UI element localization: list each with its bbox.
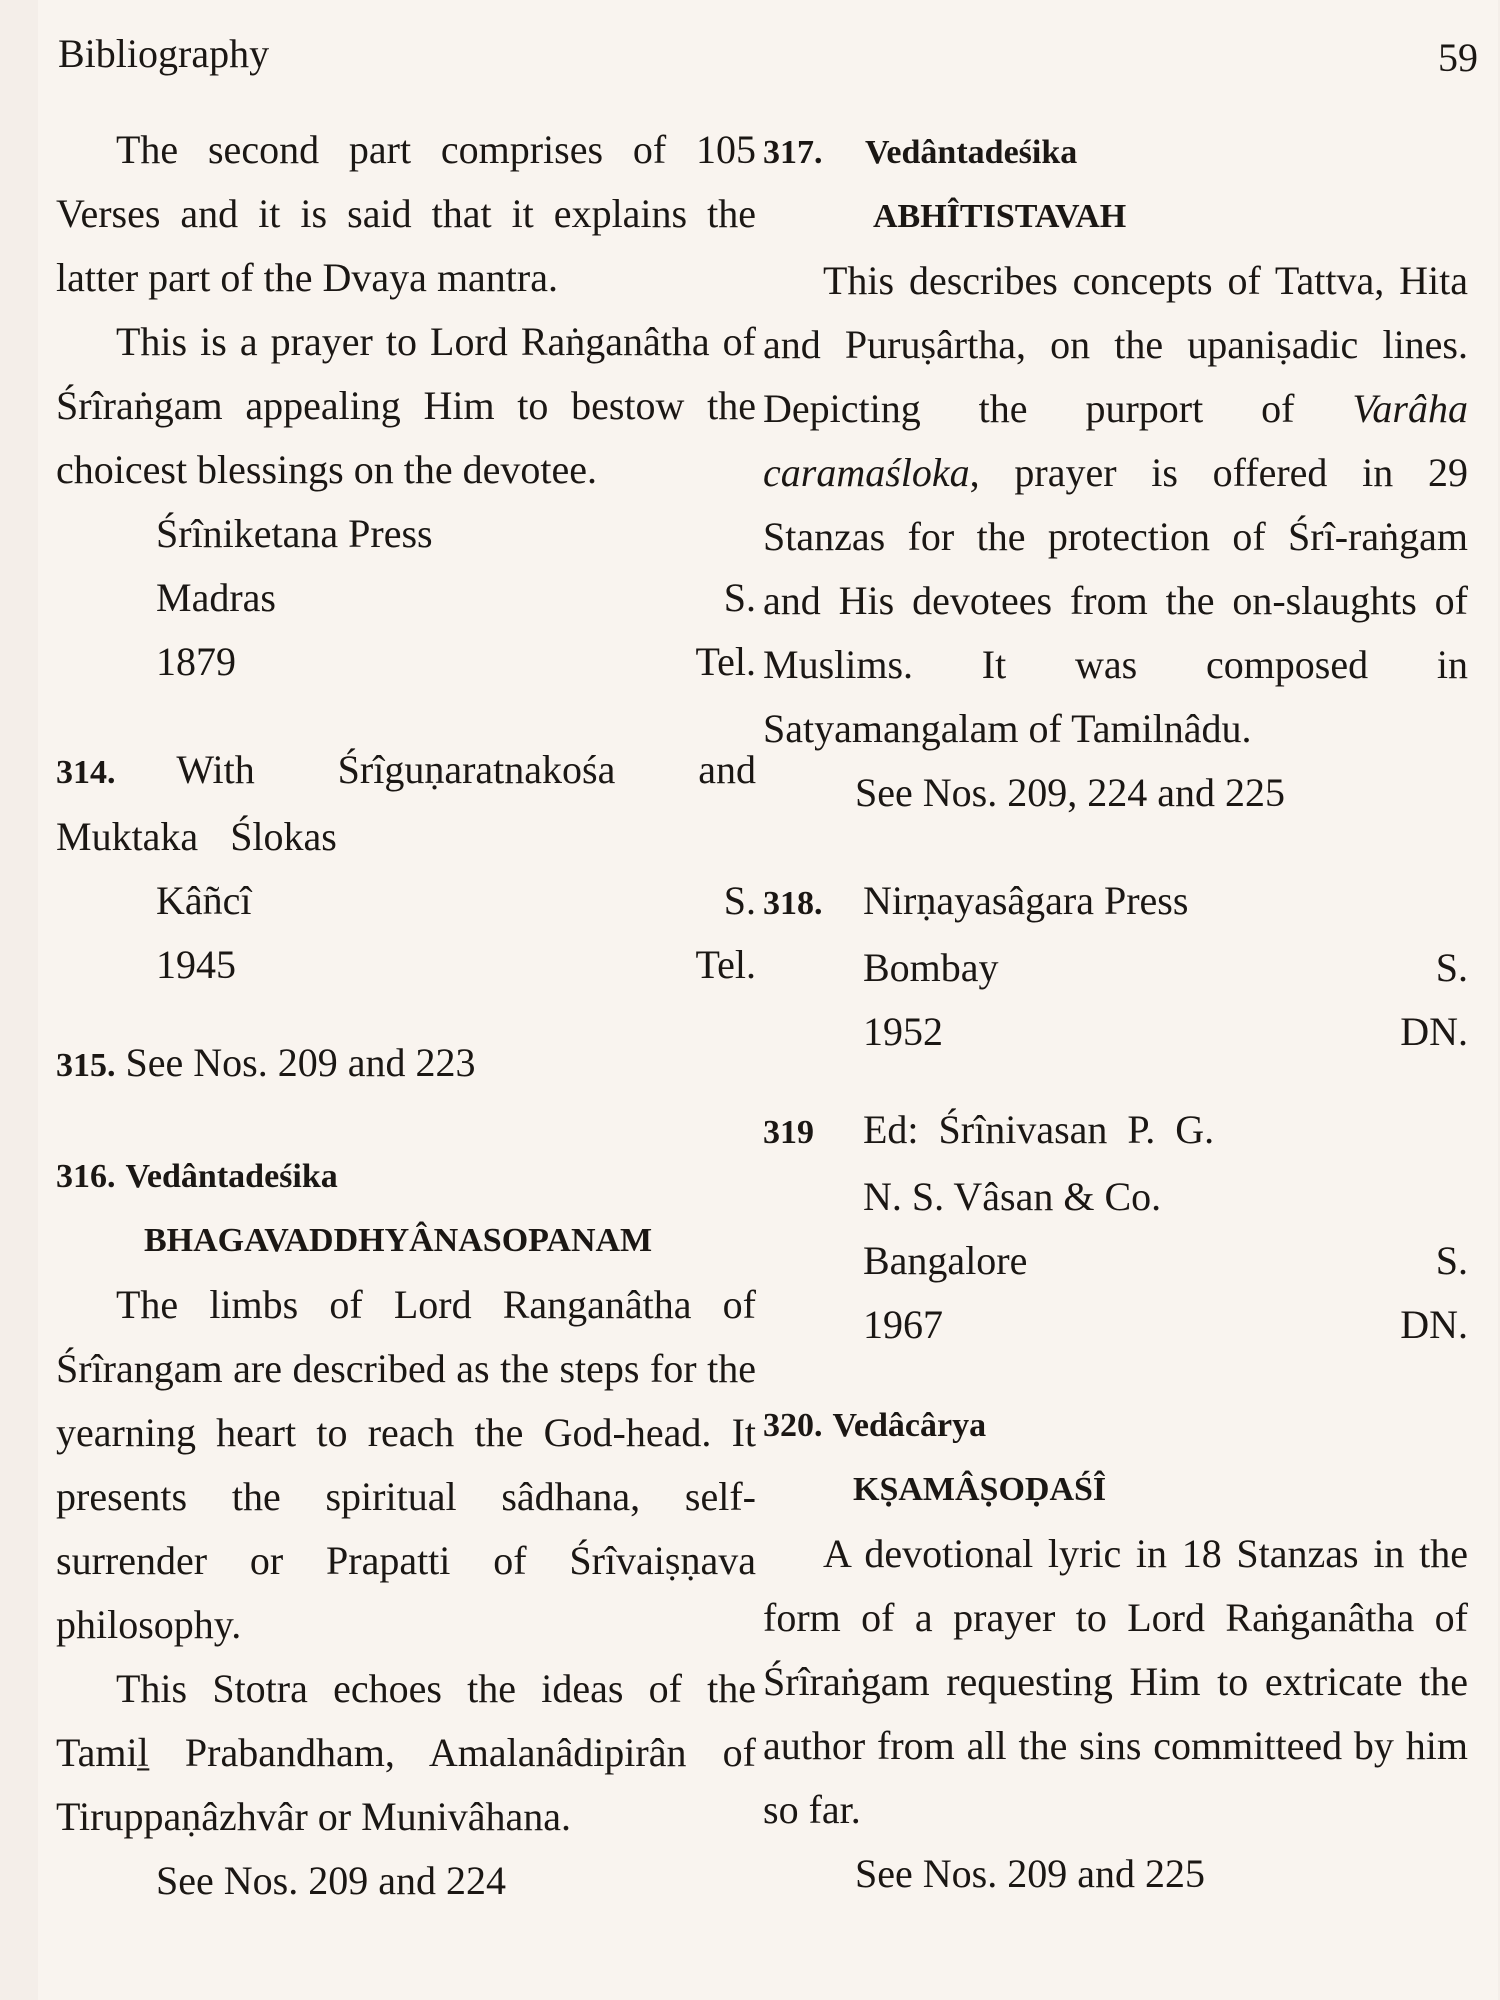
entry-319 xyxy=(763,1098,1468,1165)
paragraph-text: This describes concepts of Tattva, Hita and Puruṣârtha, on the upaniṣadic lines. Depicting the purport of xyxy=(763,258,1468,431)
entry-number: 317. xyxy=(763,134,823,171)
entry-number: 318. xyxy=(763,885,823,922)
publication-row xyxy=(56,502,756,566)
publication-row xyxy=(763,1165,1468,1229)
entry-text: Ed: Śrînivasan P. G. xyxy=(863,1107,1215,1152)
pub-left-cell: 1967 xyxy=(863,1302,943,1347)
entry-title: ABHÎTISTAVAH xyxy=(873,198,1127,235)
publication-row xyxy=(763,1229,1468,1293)
entry-text: Nirṇayasâgara Press xyxy=(863,878,1189,923)
pub-left-cell: N. S. Vâsan & Co. xyxy=(863,1174,1162,1219)
pub-right-cell: S. xyxy=(1435,945,1468,990)
italic-title: Varâha caramaśloka xyxy=(763,386,1468,495)
book-page xyxy=(38,0,1498,2000)
publication-row xyxy=(763,936,1468,1000)
entry-author: Vedântadeśika xyxy=(865,134,1078,171)
paragraph: This is a prayer to Lord Raṅganâtha of Śrîraṅgam appealing Him to bestow the choicest blessings on the devotee. xyxy=(56,319,756,492)
cross-reference: See Nos. 209, 224 and 225 xyxy=(855,770,1285,815)
publication-row xyxy=(56,566,756,630)
pub-right-cell: Tel. xyxy=(695,942,756,987)
pub-left-cell: 1952 xyxy=(863,1009,943,1054)
publication-row xyxy=(763,1000,1468,1064)
pub-left-cell: Kâñcî xyxy=(156,878,252,923)
publication-row xyxy=(56,933,756,997)
publication-row xyxy=(56,869,756,933)
entry-320-head xyxy=(763,1391,1468,1458)
page-number: 59 xyxy=(1438,35,1478,80)
entry-314 xyxy=(56,738,756,869)
paragraph: This Stotra echoes the ideas of the Tamiḻ Prabandham, Amalanâdipirân of Tiruppaṇâzhvâr or Munivâhana. xyxy=(56,1666,756,1839)
entry-number: 315. xyxy=(56,1047,116,1084)
entry-317-head xyxy=(763,118,1468,185)
pub-left-cell: Bangalore xyxy=(863,1238,1028,1283)
publication-row xyxy=(763,1293,1468,1357)
pub-left-cell: 1879 xyxy=(156,639,236,684)
entry-author: Vedâcârya xyxy=(832,1407,987,1444)
entry-number: 320. xyxy=(763,1407,823,1444)
right-column xyxy=(763,118,1468,1906)
entry-316-head xyxy=(56,1142,756,1209)
paragraph xyxy=(763,249,1468,761)
pub-right-cell: DN. xyxy=(1400,1302,1468,1347)
entry-title: KṢAMÂṢOḌAŚÎ xyxy=(853,1471,1107,1508)
cross-reference: See Nos. 209 and 224 xyxy=(156,1858,506,1903)
pub-left-cell: Bombay xyxy=(863,945,999,990)
pub-right-cell: DN. xyxy=(1400,1009,1468,1054)
pub-right-cell: Tel. xyxy=(695,639,756,684)
entry-315 xyxy=(56,1031,756,1098)
paragraph: A devotional lyric in 18 Stanzas in the form of a prayer to Lord Raṅganâtha of Śrîraṅgam requesting Him to extricate the author from all the sins committeed by him so far. xyxy=(763,1531,1468,1832)
publication-block xyxy=(56,502,756,694)
entry-text: See Nos. 209 and 223 xyxy=(125,1040,476,1085)
pub-right-cell: S. xyxy=(1435,1238,1468,1283)
entry-title: BHAGAVADDHYÂNASOPANAM xyxy=(144,1222,653,1259)
left-column xyxy=(56,118,756,1913)
page-header xyxy=(58,30,1478,80)
cross-reference: See Nos. 209 and 225 xyxy=(855,1851,1205,1896)
entry-number: 316. xyxy=(56,1158,116,1195)
pub-left-cell: 1945 xyxy=(156,942,236,987)
entry-318 xyxy=(763,869,1468,936)
pub-right-cell: S. xyxy=(723,878,756,923)
pub-left-cell: Śrîniketana Press xyxy=(156,511,433,556)
paragraph-text: , prayer is offered in 29 Stanzas for the protection of Śrî-raṅgam and His devotees from the on-slaughts of Muslims. It was composed in Satyamangalam of Tamilnâdu. xyxy=(763,450,1468,751)
publication-row xyxy=(56,630,756,694)
entry-number: 314. xyxy=(56,754,116,791)
pub-right-cell: S. xyxy=(723,575,756,620)
entry-author: Vedântadeśika xyxy=(125,1158,338,1195)
paragraph: The limbs of Lord Ranganâtha of Śrîrangam are described as the steps for the yearning heart to reach the God-head. It presents the spiritual sâdhana, self-surrender or Prapatti of Śrîvaiṣṇava philosophy. xyxy=(56,1282,756,1647)
entry-number: 319 xyxy=(763,1114,814,1151)
running-title: Bibliography xyxy=(58,31,270,76)
paragraph: The second part comprises of 105 Verses and it is said that it explains the latter part of the Dvaya mantra. xyxy=(56,127,756,300)
pub-left-cell: Madras xyxy=(156,575,276,620)
entry-text: With Śrîguṇaratnakośa and Muktaka Ślokas xyxy=(56,747,756,859)
